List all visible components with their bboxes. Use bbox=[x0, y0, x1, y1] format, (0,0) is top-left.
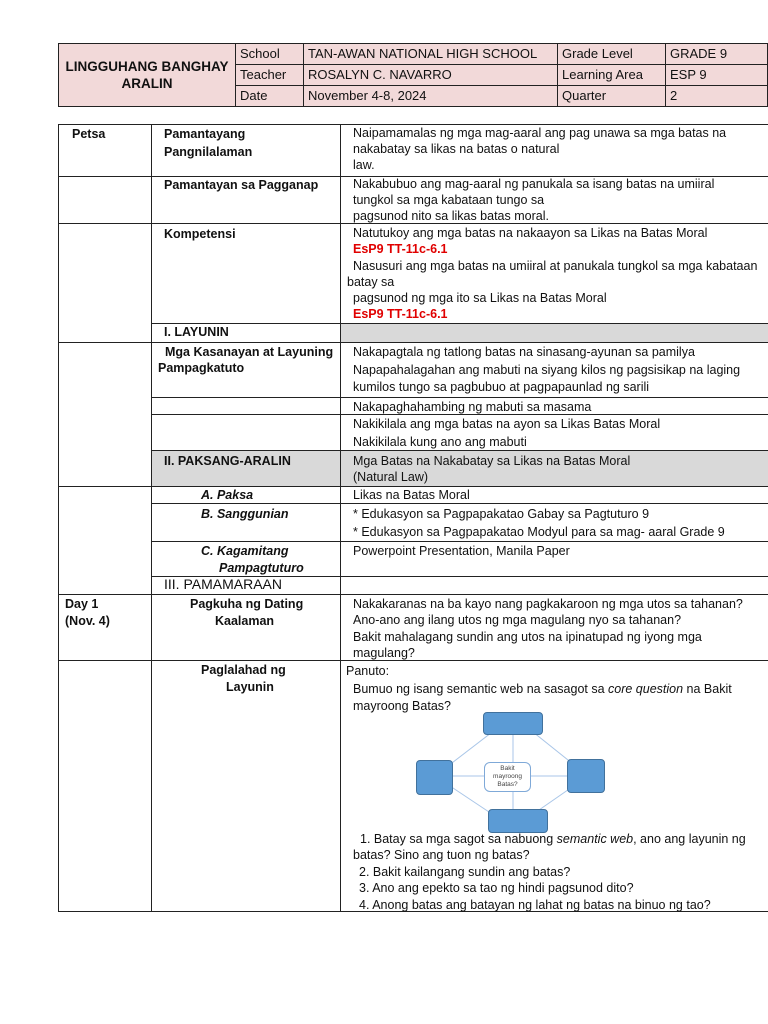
paksa-text: Likas na Batas Moral bbox=[353, 488, 470, 502]
dating-text-3: Bakit mahalagang sundin ang utos na ipinatupad ng iyong mga bbox=[353, 630, 702, 644]
dating-text-2: Ano-ano ang ilang utos ng mga magulang nyo sa tahanan? bbox=[353, 613, 682, 627]
kompetensi-label: Kompetensi bbox=[164, 227, 236, 241]
quarter-value: 2 bbox=[666, 86, 768, 107]
paksang-text-2: (Natural Law) bbox=[353, 470, 429, 484]
date-label: Date bbox=[236, 86, 304, 107]
pagganap-text-3: pagsunod nito sa likas batas moral. bbox=[353, 209, 549, 223]
pamantayang-label-2: Pangnilalaman bbox=[164, 145, 253, 159]
kompetensi-text-3: batay sa bbox=[347, 275, 395, 289]
dating-text-1: Nakakaranas na ba kayo nang pagkakaroon ng mga utos sa tahanan? bbox=[353, 597, 743, 611]
grade-level-value: GRADE 9 bbox=[666, 44, 768, 65]
web-box-right bbox=[567, 759, 605, 793]
pamantayang-label-1: Pamantayang bbox=[164, 127, 246, 141]
teacher-label: Teacher bbox=[236, 65, 304, 86]
bumuo-line-2: mayroong Batas? bbox=[353, 699, 451, 713]
dating-text-4: magulang? bbox=[353, 646, 415, 660]
day-label-2: (Nov. 4) bbox=[65, 614, 110, 628]
kasanayan-label-2: Pampagkatuto bbox=[158, 361, 245, 375]
date-value: November 4-8, 2024 bbox=[304, 86, 558, 107]
grade-level-label: Grade Level bbox=[558, 44, 666, 65]
dating-label-2: Kaalaman bbox=[215, 614, 275, 628]
pagganap-text-1: Nakabubuo ang mag-aaral ng panukala sa isang batas na umiiral bbox=[353, 177, 715, 191]
layunin-row-shade bbox=[340, 323, 768, 342]
layunin-item-3: Nakapaghahambing ng mabuti sa masama bbox=[353, 400, 592, 414]
pamantayang-text-1: Naipamamalas ng mga mag-aaral ang pag unawa sa mga batas na bbox=[353, 126, 727, 140]
kompetensi-text-4: pagsunod ng mga ito sa Likas na Batas Moral bbox=[353, 291, 607, 305]
pagganap-label: Pamantayan sa Pagganap bbox=[164, 178, 319, 192]
paglalahad-label-2: Layunin bbox=[226, 680, 274, 694]
web-center-node: Bakit mayroong Batas? bbox=[484, 762, 531, 792]
question-1-line-1: 1. Batay sa mga sagot sa nabuong semantic web, ano ang layunin ng bbox=[360, 832, 746, 846]
quarter-label: Quarter bbox=[558, 86, 666, 107]
learning-area-label: Learning Area bbox=[558, 65, 666, 86]
web-box-top bbox=[483, 712, 543, 735]
paksa-label: A. Paksa bbox=[201, 488, 254, 502]
kompetensi-code-2: EsP9 TT-11c-6.1 bbox=[353, 307, 448, 321]
question-2: 2. Bakit kailangang sundin ang batas? bbox=[359, 865, 571, 879]
kasanayan-text-3: kumilos tungo sa pagbubuo at pagpapaunlad ng sarili bbox=[353, 380, 650, 394]
pamantayang-text-3: law. bbox=[353, 158, 375, 172]
school-value: TAN-AWAN NATIONAL HIGH SCHOOL bbox=[304, 44, 558, 65]
sanggunian-label: B. Sanggunian bbox=[201, 507, 289, 521]
pagganap-text-2: tungkol sa mga kabataan tungo sa bbox=[353, 193, 545, 207]
web-box-bottom bbox=[488, 809, 548, 833]
question-3: 3. Ano ang epekto sa tao ng hindi pagsunod dito? bbox=[359, 881, 634, 895]
question-4: 4. Anong batas ang batayan ng lahat ng batas na binuo ng tao? bbox=[359, 898, 711, 912]
petsa-label: Petsa bbox=[72, 127, 106, 141]
paksang-text-1: Mga Batas na Nakabatay sa Likas na Batas Moral bbox=[353, 454, 631, 468]
header-table bbox=[58, 43, 768, 107]
pamantayang-text-2: nakabatay sa likas na batas o natural bbox=[353, 142, 560, 156]
web-box-left bbox=[416, 760, 453, 795]
bumuo-line-1: Bumuo ng isang semantic web na sasagot sa core question na Bakit bbox=[353, 682, 732, 696]
learning-area-value: ESP 9 bbox=[666, 65, 768, 86]
school-label: School bbox=[236, 44, 304, 65]
layunin-item-5: Nakikilala kung ano ang mabuti bbox=[353, 435, 527, 449]
paksang-aralin-heading: II. PAKSANG-ARALIN bbox=[164, 454, 291, 468]
paglalahad-label-1: Paglalahad ng bbox=[201, 663, 286, 677]
dating-label-1: Pagkuha ng Dating bbox=[190, 597, 304, 611]
sanggunian-text-1: * Edukasyon sa Pagpapakatao Gabay sa Pagtuturo 9 bbox=[353, 507, 650, 521]
sanggunian-text-2: * Edukasyon sa Pagpapakatao Modyul para sa mag- aaral Grade 9 bbox=[353, 525, 725, 539]
kasanayan-text-2: Napapahalagahan ang mabuti na siyang kilos ng pagsisikap na laging bbox=[353, 363, 741, 377]
kasanayan-text-1: Nakapagtala ng tatlong batas na sinasang-ayunan sa pamilya bbox=[353, 345, 695, 359]
kompetensi-code-1: EsP9 TT-11c-6.1 bbox=[353, 242, 448, 256]
question-1-line-2: batas? Sino ang tuon ng batas? bbox=[353, 848, 530, 862]
kagamitang-label-2: Pampagtuturo bbox=[219, 561, 304, 575]
layunin-item-4: Nakikilala ang mga batas na ayon sa Likas Batas Moral bbox=[353, 417, 661, 431]
teacher-value: ROSALYN C. NAVARRO bbox=[304, 65, 558, 86]
layunin-heading: I. LAYUNIN bbox=[164, 325, 229, 339]
kagamitang-text: Powerpoint Presentation, Manila Paper bbox=[353, 544, 570, 558]
day-label-1: Day 1 bbox=[65, 597, 99, 611]
kompetensi-text-2: Nasusuri ang mga batas na umiiral at panukala tungkol sa mga kabataan bbox=[353, 259, 758, 273]
kasanayan-label-1: Mga Kasanayan at Layuning bbox=[165, 345, 334, 359]
document-title: LINGGUHANG BANGHAY ARALIN bbox=[59, 44, 236, 107]
pamamaraan-heading: III. PAMAMARAAN bbox=[164, 576, 282, 592]
kagamitang-label-1: C. Kagamitang bbox=[201, 544, 289, 558]
panuto-label: Panuto: bbox=[346, 664, 390, 678]
kompetensi-text-1: Natutukoy ang mga batas na nakaayon sa Likas na Batas Moral bbox=[353, 226, 708, 240]
